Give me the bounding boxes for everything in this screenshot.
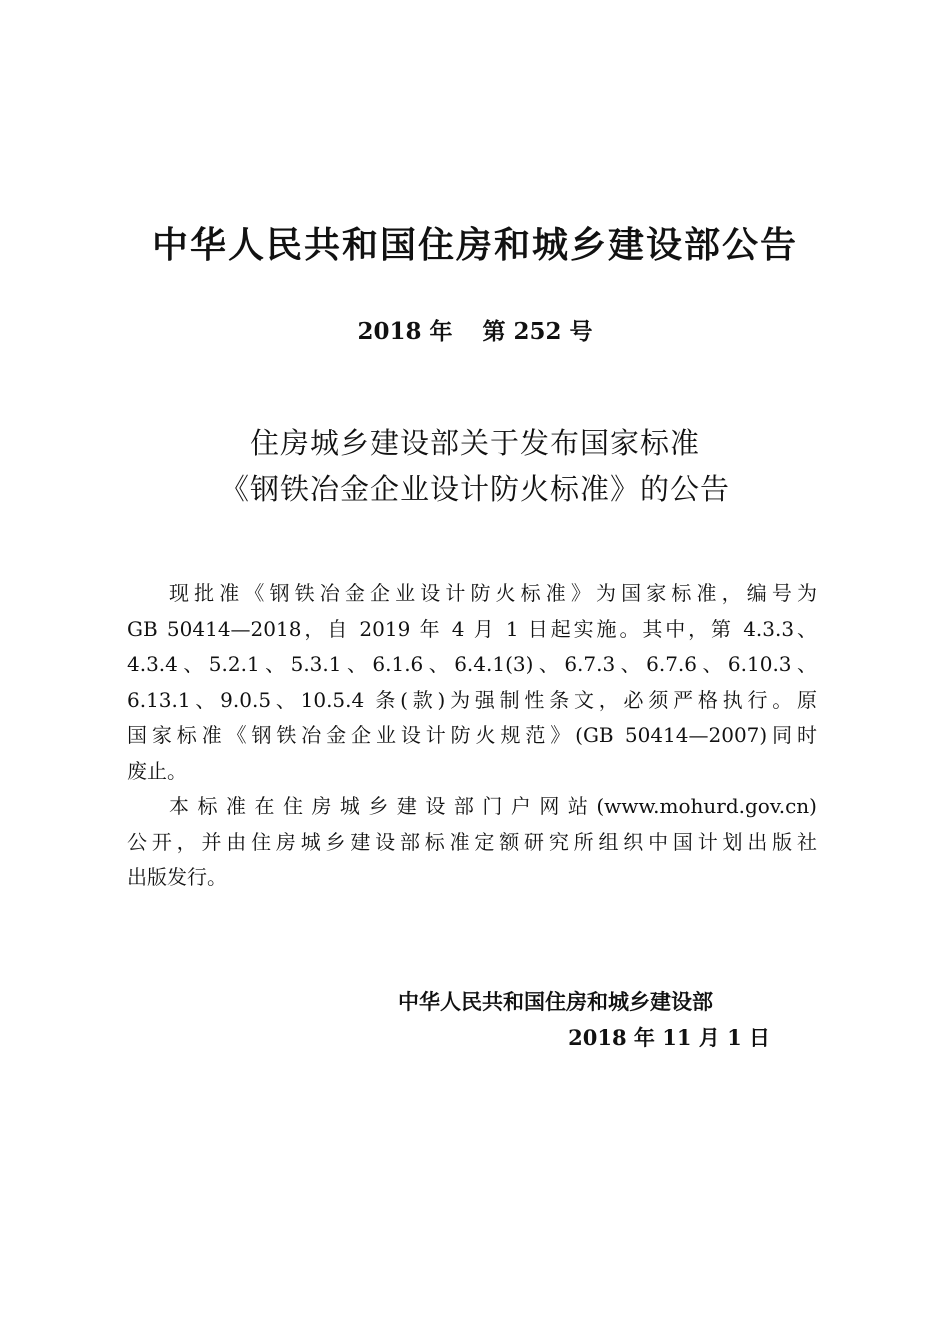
signature-organization: 中华人民共和国住房和城乡建设部 <box>398 990 713 1014</box>
paragraph-1-line-6: 废止。 <box>127 758 187 783</box>
announcement-number <box>0 316 950 348</box>
paragraph-2-line-1: 本标准在住房城乡建设部门户网站(www.mohurd.gov.cn) <box>169 794 817 818</box>
announcement-year: 2018 年 <box>357 318 453 345</box>
paragraph-2-line-2: 公开，并由住房城乡建设部标准定额研究所组织中国计划出版社 <box>127 829 817 854</box>
signature-date: 2018 年 11 月 1 日 <box>568 1025 770 1050</box>
paragraph-2-line-3: 出版发行。 <box>127 865 227 889</box>
paragraph-1-line-1: 现批准《钢铁冶金企业设计防火标准》为国家标准，编号为 <box>169 581 817 605</box>
page-title: 中华人民共和国住房和城乡建设部公告 <box>151 225 798 266</box>
subtitle-line-2: 《钢铁冶金企业设计防火标准》的公告 <box>219 472 730 506</box>
subtitle-line-1: 住房城乡建设部关于发布国家标准 <box>249 426 700 460</box>
paragraph-1-line-2: GB 50414—2018，自 2019 年 4 月 1 日起实施。其中，第 4.3.3、 <box>127 616 817 641</box>
announcement-subtitle <box>0 420 950 512</box>
paragraph-1-line-3: 4.3.4、5.2.1、5.3.1、6.1.6、6.4.1(3)、6.7.3、6.7.6、6.10.3、 <box>127 652 817 676</box>
announcement-serial: 第 252 号 <box>482 318 593 345</box>
announcement-body <box>127 576 817 896</box>
paragraph-1-line-5: 国家标准《钢铁冶金企业设计防火规范》(GB 50414—2007)同时 <box>127 723 817 747</box>
paragraph-1-line-4: 6.13.1、9.0.5、10.5.4 条(款)为强制性条文，必须严格执行。原 <box>127 687 817 712</box>
